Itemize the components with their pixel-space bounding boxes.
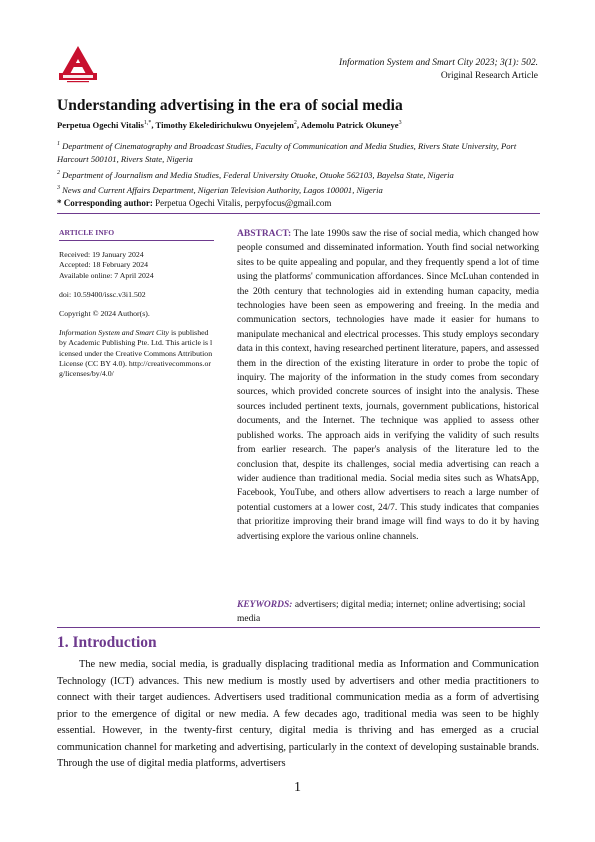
abstract-divider (57, 627, 540, 628)
introduction-paragraph: The new media, social media, is gradually displacing traditional media as Information and Communication Technology (ICT) advances. This new medium is mostly used by advertisers and other media practitioners to connect with their target audiences. Advertisers used traditional communication media as a form of advertising prior to the emergence of digital or new media. A few decades ago, traditional media was seen to be highly essential. However, in the twenty-first century, digital media is thriving and has emerged as a crucial communication channel for marketing and advertising, particularly in the context of developing sustainable brands. Through the use of digital media platforms, advertisers (57, 659, 539, 769)
author-list: Perpetua Ogechi Vitalis$^{1,*}$, Timothy Ekeledirichukwu Onyejelem$^2$, Ademolu Patrick Okuneye$^3$ (57, 120, 402, 130)
abstract-label: ABSTRACT: (237, 229, 292, 239)
author-name: Ademolu Patrick Okuneye (300, 120, 399, 130)
journal-header (339, 57, 538, 82)
article-dates (59, 250, 214, 281)
author-affiliation-mark: 1,* (143, 120, 152, 127)
publisher-logo (57, 44, 99, 84)
affiliation (57, 138, 539, 167)
journal-citation: Information System and Smart City 2023; 3(1): 502. (339, 58, 538, 68)
author-affiliation-mark: 3 (398, 120, 402, 127)
keywords-label: KEYWORDS: (237, 600, 293, 610)
affiliation-text: News and Current Affairs Department, Nigerian Television Authority, Lagos 100001, Nigeria (62, 185, 383, 196)
keywords-text: advertisers; digital media; internet; online advertising; social media (237, 600, 526, 625)
license-journal-name: Information System and Smart City (59, 328, 170, 338)
affiliation-text: Department of Cinematography and Broadcast Studies, Faculty of Communication and Media Studies, Rivers State University, Port Harcourt 500101, Rivers State, Nigeria (57, 140, 517, 165)
article-info-heading: ARTICLE INFO (59, 228, 214, 241)
accepted-date: Accepted: 18 February 2024 (59, 260, 148, 270)
abstract (237, 227, 539, 544)
affiliation (57, 167, 539, 182)
keywords (237, 598, 539, 627)
doi[interactable]: doi: 10.59400/issc.v3i1.502 (59, 289, 146, 299)
corresponding-label: * Corresponding author: (57, 198, 153, 208)
affiliation-text: Department of Journalism and Media Studies, Federal University Otuoke, Otuoke 562103, Bayelsa State, Nigeria (62, 169, 454, 180)
affiliation-list (57, 138, 539, 198)
section-heading-introduction: 1. Introduction (57, 634, 157, 651)
license-statement (59, 328, 214, 379)
article-info-panel (59, 228, 214, 388)
paper-title: Understanding advertising in the era of social media (57, 97, 403, 114)
affiliation-number: 3 (57, 185, 60, 192)
header-divider (57, 213, 540, 214)
affiliation-number: 1 (57, 141, 60, 147)
author-affiliation-mark: 2 (293, 120, 297, 127)
author-name: Perpetua Ogechi Vitalis (57, 120, 144, 130)
license-text[interactable]: is published by Academic Publishing Pte. Ltd. This article is licensed under the Creative Commons Attribution License (CC BY 4.0). http://creativecommons.org/licenses/by/4.0/ (59, 328, 213, 379)
affiliation (57, 182, 539, 197)
available-date: Available online: 7 April 2024 (59, 270, 154, 280)
article-type: Original Research Article (440, 70, 538, 81)
abstract-text: The late 1990s saw the rise of social media, which changed how people consumed and disseminated information. Youth find social networking sites to be quite appealing and popular, and they frequently spend a lot of time using the platforms' communication affordances. Since McLuhan contended in the 20th century that technologies aid in extending human capacity, media technologies have been seen as empowering and freeing. In the media and communication sectors, technologies have made it easier for humans to manipulate mechanical and electrical processes. This study employs secondary data in this context, having researched pertinent literature, papers, and assessed them in the direction of the existing literature in order to probe the topic of inquiry. The majority of the information in the study comes from secondary sources, which provided concrete sources of insight into the analysis. These sources included pertinent texts, journals, government publications, historical documents, and the Internet. The technique was applied to assess other published works. The approach aids in verifying the validity of such results from earlier research. The paper's analysis of the literature led to the conclusion that, despite its challenges, social media advertising can reach a wider audience than traditional media. Social media sites such as WhatsApp, Facebook, YouTube, and others allow advertisers to reach a large number of potential customers at a lower cost, 24/7. This study indicates that companies that prioritize improving their brand image will find ways to do it by having advertising explore the various online channels. (237, 229, 539, 542)
copyright: Copyright © 2024 Author(s). (59, 309, 150, 319)
corresponding-contact[interactable]: Perpetua Ogechi Vitalis, perpyfocus@gmail.com (155, 198, 332, 208)
page-number: 1 (294, 780, 301, 795)
author-name: Timothy Ekeledirichukwu Onyejelem (155, 120, 294, 130)
received-date: Received: 19 January 2024 (59, 250, 144, 260)
corresponding-author (57, 198, 539, 208)
affiliation-number: 2 (57, 169, 60, 176)
